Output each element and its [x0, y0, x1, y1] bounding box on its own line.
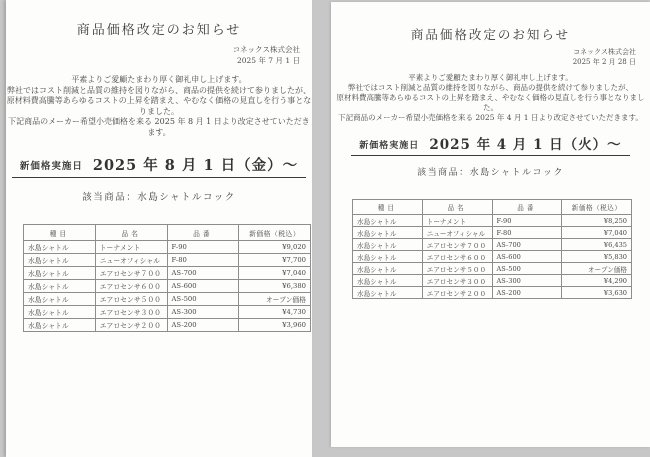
- company-block: [331, 47, 636, 67]
- cell-category: 水島シャトル: [24, 306, 96, 319]
- document-page-right: [331, 2, 650, 447]
- body-line: 原材料費高騰等あらゆるコストの上昇を踏まえ、やむなく価格の見直しを行う事となりました。: [6, 96, 312, 116]
- cell-product-name: エアロセンサ６００: [422, 251, 492, 263]
- table-row: [353, 227, 632, 239]
- body-line: 下記商品のメーカー希望小売価格を来る 2025 年 8 月 1 日より改定させていただきます。: [8, 117, 310, 137]
- cell-product-name: エアロセンサ２００: [95, 319, 167, 332]
- price-table: [352, 199, 632, 299]
- cell-category: 水島シャトル: [353, 239, 423, 251]
- table-row: [24, 319, 311, 332]
- table-row: [24, 267, 311, 280]
- cell-product-code: AS-500: [167, 293, 239, 306]
- cell-new-price: ¥5,830: [562, 251, 632, 263]
- effective-date-label: 新価格実施日: [359, 141, 420, 151]
- table-row: [353, 215, 632, 227]
- cell-product-code: AS-700: [167, 267, 239, 280]
- cell-product-code: AS-600: [167, 280, 239, 293]
- cell-new-price: ¥4,290: [562, 275, 632, 287]
- effective-date-underline: [12, 154, 306, 178]
- cell-product-name: トーナメント: [422, 215, 492, 227]
- cell-product-name: エアロセンサ６００: [95, 280, 167, 293]
- cell-product-code: F-90: [492, 215, 562, 227]
- cell-new-price: ¥6,380: [239, 280, 311, 293]
- body-paragraph: [6, 75, 312, 138]
- effective-date-value: 2025 年 4 月 1 日（火）～: [429, 137, 622, 153]
- table-row: [353, 251, 632, 263]
- effective-date-value: 2025 年 8 月 1 日（金）～: [92, 157, 299, 174]
- col-header-product-code: 品番: [492, 200, 562, 215]
- issue-date: 2025 年 2 月 28 日: [572, 58, 636, 66]
- cell-product-code: AS-600: [492, 251, 562, 263]
- company-name: コネックス株式会社: [232, 45, 300, 54]
- issue-date: 2025 年 7 月 1 日: [236, 56, 300, 65]
- cell-product-code: F-80: [492, 227, 562, 239]
- company-name: コネックス株式会社: [573, 48, 636, 56]
- body-paragraph: [331, 73, 650, 123]
- cell-category: 水島シャトル: [353, 263, 423, 275]
- body-line: 平素よりご愛顧たまわり厚く御礼申し上げます。: [408, 73, 573, 82]
- cell-category: 水島シャトル: [353, 275, 423, 287]
- cell-new-price: ¥9,020: [239, 241, 311, 254]
- cell-product-name: エアロセンサ５００: [95, 293, 167, 306]
- col-header-new-price: 新価格（税込）: [239, 225, 311, 241]
- cell-product-code: F-80: [167, 254, 239, 267]
- cell-product-code: AS-300: [167, 306, 239, 319]
- cell-product-name: エアロセンサ３００: [422, 275, 492, 287]
- cell-product-name: エアロセンサ７００: [422, 239, 492, 251]
- col-header-new-price: 新価格（税込）: [562, 200, 632, 215]
- cell-category: 水島シャトル: [24, 293, 96, 306]
- effective-date-line: [6, 154, 312, 178]
- cell-category: 水島シャトル: [24, 319, 96, 332]
- cell-category: 水島シャトル: [24, 267, 96, 280]
- cell-new-price: ¥8,250: [562, 215, 632, 227]
- col-header-category: 種目: [24, 225, 96, 241]
- table-row: [353, 275, 632, 287]
- body-line: 原材料費高騰等あらゆるコストの上昇を踏まえ、やむなく価格の見直しを行う事となりました。: [336, 93, 645, 112]
- cell-category: 水島シャトル: [24, 280, 96, 293]
- body-line: 弊社ではコスト削減と品質の維持を図りながら、商品の提供を続けて参りましたが、: [7, 85, 311, 95]
- table-row: [353, 287, 632, 299]
- cell-new-price: ¥7,040: [562, 227, 632, 239]
- table-row: [353, 239, 632, 251]
- cell-product-code: F-90: [167, 241, 239, 254]
- col-header-category: 種目: [353, 200, 423, 215]
- cell-category: 水島シャトル: [353, 251, 423, 263]
- cell-new-price: ¥7,040: [239, 267, 311, 280]
- body-line: 平素よりご愛顧たまわり厚く御礼申し上げます。: [71, 75, 247, 84]
- cell-category: 水島シャトル: [24, 254, 96, 267]
- col-header-product-code: 品番: [167, 225, 239, 241]
- cell-product-name: トーナメント: [95, 241, 167, 254]
- table-row: [24, 241, 311, 254]
- cell-new-price: オープン価格: [239, 293, 311, 306]
- cell-product-name: ニューオフィシャル: [95, 254, 167, 267]
- cell-product-code: AS-200: [167, 319, 239, 332]
- cell-new-price: ¥6,435: [562, 239, 632, 251]
- cell-product-name: エアロセンサ２００: [422, 287, 492, 299]
- body-line: 下記商品のメーカー希望小売価格を来る 2025 年 4 月 1 日より改定させていただきます。: [338, 113, 643, 122]
- cell-product-code: AS-700: [492, 239, 562, 251]
- table-row: [24, 306, 311, 319]
- document-title: 商品価格改定のお知らせ: [410, 27, 571, 42]
- document-page-left: [6, 0, 312, 457]
- table-header-row: [353, 200, 632, 215]
- cell-category: 水島シャトル: [353, 227, 423, 239]
- cell-new-price: ¥7,700: [239, 254, 311, 267]
- table-header-row: [24, 225, 311, 241]
- cell-new-price: ¥3,630: [562, 287, 632, 299]
- document-title: 商品価格改定のお知らせ: [76, 23, 242, 38]
- cell-new-price: ¥4,730: [239, 306, 311, 319]
- cell-product-code: AS-200: [492, 287, 562, 299]
- effective-date-underline: [351, 133, 629, 156]
- target-product-line: 該当商品：水島シャトルコック: [417, 168, 564, 178]
- cell-product-code: AS-500: [492, 263, 562, 275]
- effective-date-label: 新価格実施日: [19, 161, 83, 172]
- cell-new-price: ¥3,960: [239, 319, 311, 332]
- table-row: [353, 263, 632, 275]
- cell-new-price: オープン価格: [562, 263, 632, 275]
- price-table: [23, 224, 311, 332]
- company-block: [6, 44, 300, 66]
- cell-product-name: ニューオフィシャル: [422, 227, 492, 239]
- cell-category: 水島シャトル: [353, 287, 423, 299]
- cell-product-name: エアロセンサ５００: [422, 263, 492, 275]
- effective-date-line: [331, 133, 650, 156]
- cell-category: 水島シャトル: [24, 241, 96, 254]
- target-product-line: 該当商品：水島シャトルコック: [82, 192, 236, 203]
- col-header-product-name: 品名: [422, 200, 492, 215]
- table-row: [24, 254, 311, 267]
- cell-product-code: AS-300: [492, 275, 562, 287]
- body-line: 弊社ではコスト削減と品質の維持を図りながら、商品の提供を続けて参りましたが、: [348, 83, 633, 92]
- cell-product-name: エアロセンサ３００: [95, 306, 167, 319]
- table-row: [24, 293, 311, 306]
- table-row: [24, 280, 311, 293]
- cell-category: 水島シャトル: [353, 215, 423, 227]
- cell-product-name: エアロセンサ７００: [95, 267, 167, 280]
- col-header-product-name: 品名: [95, 225, 167, 241]
